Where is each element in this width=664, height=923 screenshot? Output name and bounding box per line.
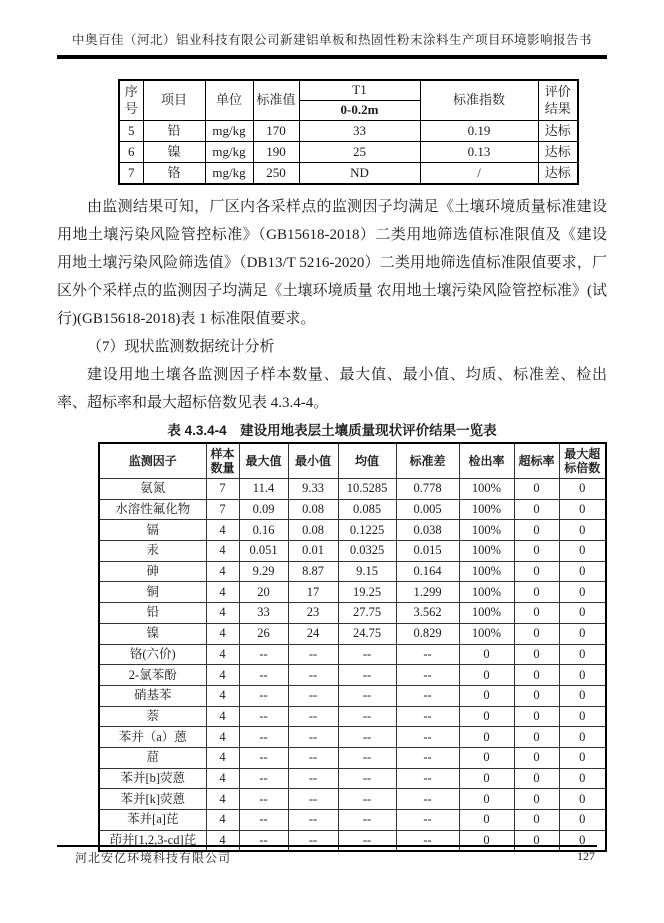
table-cell: 26 — [239, 623, 288, 644]
table-cell: 0 — [559, 582, 606, 603]
table-cell-factor: 铜 — [99, 582, 206, 603]
table-cell: -- — [396, 747, 459, 768]
table-cell: -- — [288, 768, 338, 789]
table-row — [119, 163, 578, 185]
table-cell: 0.08 — [288, 499, 338, 520]
col-header-index: 标准指数 — [420, 80, 538, 121]
soil-standard-evaluation-table — [118, 79, 579, 185]
table-cell: 4 — [206, 810, 239, 831]
table-cell: 达标 — [538, 121, 578, 142]
table-cell: -- — [288, 706, 338, 727]
table-cell: -- — [239, 685, 288, 706]
table-cell-factor: 氨氮 — [99, 479, 206, 500]
table-cell: 0 — [514, 499, 559, 520]
table-cell: 0.08 — [288, 520, 338, 541]
table-cell: 0.01 — [288, 541, 338, 562]
table-cell: -- — [338, 830, 396, 851]
table-cell: 4 — [206, 789, 239, 810]
table-cell: -- — [338, 706, 396, 727]
table-cell: 4 — [206, 603, 239, 624]
table-cell: 0.038 — [396, 520, 459, 541]
table-row — [99, 810, 606, 831]
table-cell: 0.09 — [239, 499, 288, 520]
table-cell: -- — [338, 768, 396, 789]
table-cell: 250 — [253, 163, 299, 185]
table-cell: 4 — [206, 520, 239, 541]
surface-soil-table-header-row — [99, 443, 606, 479]
table-cell: 7 — [119, 163, 143, 185]
table-cell: -- — [288, 830, 338, 851]
table-cell: 1.299 — [396, 582, 459, 603]
table-cell: 0 — [514, 561, 559, 582]
table-cell: -- — [396, 830, 459, 851]
table-cell: -- — [239, 644, 288, 665]
table-cell: 7 — [206, 479, 239, 500]
table-cell: 0 — [459, 665, 514, 686]
table-cell: 0 — [514, 520, 559, 541]
table-cell: 0.051 — [239, 541, 288, 562]
table-cell: 4 — [206, 685, 239, 706]
table-cell: -- — [288, 685, 338, 706]
table-cell: 33 — [299, 121, 420, 142]
table-cell: 4 — [206, 582, 239, 603]
table-cell: -- — [396, 810, 459, 831]
table-cell: 100% — [459, 479, 514, 500]
table-cell: 100% — [459, 623, 514, 644]
table-cell: 镍 — [143, 142, 205, 163]
column-header: 均值 — [338, 443, 396, 479]
table-cell: -- — [288, 789, 338, 810]
table-cell: 0 — [559, 830, 606, 851]
table-cell: 0 — [514, 727, 559, 748]
table-cell-factor: 砷 — [99, 561, 206, 582]
table-cell: 4 — [206, 747, 239, 768]
table-cell: 0.16 — [239, 520, 288, 541]
table-row — [99, 768, 606, 789]
table-cell: 4 — [206, 768, 239, 789]
table-cell: 0 — [459, 747, 514, 768]
header-rule — [57, 55, 607, 59]
table-cell: 0.085 — [338, 499, 396, 520]
table-cell: 达标 — [538, 142, 578, 163]
table-cell: 0 — [559, 727, 606, 748]
column-header: 检出率 — [459, 443, 514, 479]
page-number: 127 — [577, 849, 595, 863]
table-cell: 4 — [206, 706, 239, 727]
table-cell: mg/kg — [205, 121, 253, 142]
table-cell: 0 — [459, 706, 514, 727]
col-header-item: 项目 — [143, 80, 205, 121]
soil-standard-table-body — [119, 121, 578, 185]
table-cell: 0.778 — [396, 479, 459, 500]
column-header: 样本数量 — [206, 443, 239, 479]
table-cell-factor: 镍 — [99, 623, 206, 644]
paragraph-section-heading: （7）现状监测数据统计分析 — [87, 339, 275, 355]
table-cell: 170 — [253, 121, 299, 142]
table-cell: 0 — [459, 830, 514, 851]
table-cell: 0 — [559, 810, 606, 831]
table-cell: 10.5285 — [338, 479, 396, 500]
column-header: 最大值 — [239, 443, 288, 479]
table-cell: -- — [396, 685, 459, 706]
table-cell: 0 — [559, 520, 606, 541]
table-cell: -- — [338, 665, 396, 686]
table-cell: mg/kg — [205, 163, 253, 185]
report-header-title: 中奥百佳（河北）铝业科技有限公司新建铝单板和热固性粉末涂料生产项目环境影响报告书 — [71, 33, 592, 47]
table-cell: 0.005 — [396, 499, 459, 520]
table-cell: 0 — [559, 603, 606, 624]
table-cell: 4 — [206, 665, 239, 686]
table-cell: 4 — [206, 830, 239, 851]
table-cell-factor: 萘 — [99, 706, 206, 727]
table-cell: 0 — [514, 789, 559, 810]
table-cell-factor: 铅 — [99, 603, 206, 624]
table-cell: -- — [396, 665, 459, 686]
table-cell: 4 — [206, 561, 239, 582]
table-cell: 0 — [559, 747, 606, 768]
table-cell: 9.33 — [288, 479, 338, 500]
table-row — [99, 665, 606, 686]
table-cell: 4 — [206, 541, 239, 562]
table-cell-factor: 2-氯苯酚 — [99, 665, 206, 686]
table-cell: 0 — [514, 541, 559, 562]
table-row — [99, 644, 606, 665]
table-cell-factor: 茚并[1,2,3-cd]芘 — [99, 830, 206, 851]
table-cell: 0.19 — [420, 121, 538, 142]
surface-soil-table-body — [99, 479, 606, 852]
table-row — [99, 582, 606, 603]
column-header: 监测因子 — [99, 443, 206, 479]
table-cell: 27.75 — [338, 603, 396, 624]
table-row — [99, 603, 606, 624]
table-cell: -- — [396, 644, 459, 665]
table-cell: 3.562 — [396, 603, 459, 624]
table-cell: 0 — [514, 479, 559, 500]
table-cell: 100% — [459, 541, 514, 562]
page-footer — [57, 845, 597, 866]
table-cell: 0 — [559, 685, 606, 706]
table-row — [99, 499, 606, 520]
table-cell: 24.75 — [338, 623, 396, 644]
table-cell: 0.1225 — [338, 520, 396, 541]
table-cell: -- — [338, 789, 396, 810]
table-cell: 0 — [514, 830, 559, 851]
table-cell: 100% — [459, 499, 514, 520]
column-header: 最大超标倍数 — [559, 443, 606, 479]
col-header-result: 评价结果 — [538, 80, 578, 121]
table-row — [119, 121, 578, 142]
table-row — [99, 685, 606, 706]
table-cell: 0 — [514, 706, 559, 727]
table-cell: 0 — [559, 706, 606, 727]
table-cell: 0.13 — [420, 142, 538, 163]
table-cell: -- — [288, 810, 338, 831]
table-cell: 5 — [119, 121, 143, 142]
table-row — [99, 623, 606, 644]
table-cell: -- — [239, 706, 288, 727]
table-cell: 0 — [514, 623, 559, 644]
table-cell-factor: 䓛 — [99, 747, 206, 768]
table-cell: -- — [338, 644, 396, 665]
table-cell: 4 — [206, 644, 239, 665]
table-cell: -- — [396, 727, 459, 748]
table-cell: 25 — [299, 142, 420, 163]
table-cell: 24 — [288, 623, 338, 644]
table-cell: -- — [239, 768, 288, 789]
table-cell-factor: 铬(六价) — [99, 644, 206, 665]
table-cell: 0 — [459, 685, 514, 706]
table-cell: 0 — [514, 665, 559, 686]
table-row — [99, 727, 606, 748]
table-cell-factor: 水溶性氟化物 — [99, 499, 206, 520]
table-cell: -- — [239, 789, 288, 810]
table-cell: 0 — [514, 747, 559, 768]
table-cell: 0 — [514, 810, 559, 831]
table-cell: 0 — [559, 479, 606, 500]
table-cell: -- — [338, 727, 396, 748]
table-cell: -- — [239, 830, 288, 851]
col-header-seq: 序号 — [119, 80, 143, 121]
table-row — [119, 142, 578, 163]
table-cell: 0.015 — [396, 541, 459, 562]
table-cell-factor: 汞 — [99, 541, 206, 562]
table-cell: 0 — [559, 789, 606, 810]
table-caption: 表 4.3.4-4 建设用地表层土壤质量现状评价结果一览表 — [167, 423, 497, 438]
table-cell: 4 — [206, 623, 239, 644]
col-header-unit: 单位 — [205, 80, 253, 121]
column-header: 最小值 — [288, 443, 338, 479]
table-cell: 0.0325 — [338, 541, 396, 562]
table-cell: 0 — [459, 727, 514, 748]
table-cell: 100% — [459, 561, 514, 582]
table-cell: ND — [299, 163, 420, 185]
table-cell-factor: 镉 — [99, 520, 206, 541]
table-cell: 20 — [239, 582, 288, 603]
table-row — [99, 706, 606, 727]
table-cell: 0 — [459, 789, 514, 810]
table-cell: -- — [239, 727, 288, 748]
table-cell: 0 — [514, 685, 559, 706]
surface-soil-quality-table — [98, 442, 607, 852]
paragraph-statistics-intro: 建设用地土壤各监测因子样本数量、最大值、最小值、均质、标准差、检出率、超标率和最大超标倍数见表 4.3.4-4。 — [57, 367, 607, 411]
table-cell: 17 — [288, 582, 338, 603]
col-header-t1: T1 — [299, 80, 420, 101]
paragraph-monitoring-result: 由监测结果可知，厂区内各采样点的监测因子均满足《土壤环境质量标准建设用地土壤污染风险管控标准》（GB15618-2018）二类用地筛选值标准限值及《建设用地土壤污染风险筛选值》（DB13/T 5216-2020）二类用地筛选值标准限值要求，厂区外个采样点的监测因子均满足《土壤环境质量 农用地土壤污染风险管控标准》(试行)(GB15618-2018)表 1 标准限值要求。 — [57, 199, 607, 327]
table-cell: 0 — [459, 768, 514, 789]
table-cell-factor: 苯并[b]荧蒽 — [99, 768, 206, 789]
table-cell: 19.25 — [338, 582, 396, 603]
table-cell: -- — [338, 685, 396, 706]
table-cell: 0.164 — [396, 561, 459, 582]
table-cell: 0 — [559, 561, 606, 582]
table-cell: 达标 — [538, 163, 578, 185]
table-row — [99, 520, 606, 541]
table-cell: 23 — [288, 603, 338, 624]
table-cell: 33 — [239, 603, 288, 624]
table-cell: -- — [288, 665, 338, 686]
table-cell: -- — [288, 644, 338, 665]
table-cell: 0.829 — [396, 623, 459, 644]
table-cell: 0 — [514, 603, 559, 624]
table-cell: -- — [396, 768, 459, 789]
table-cell: 0 — [459, 810, 514, 831]
table-cell: -- — [288, 747, 338, 768]
table-cell: 8.87 — [288, 561, 338, 582]
col-header-standard: 标准值 — [253, 80, 299, 121]
table-cell: 7 — [206, 499, 239, 520]
footer-rule — [57, 845, 597, 847]
table-cell: 0 — [514, 582, 559, 603]
table-cell: 100% — [459, 520, 514, 541]
table-row — [99, 479, 606, 500]
table-row — [99, 541, 606, 562]
table-cell: -- — [239, 665, 288, 686]
table-cell: 0 — [559, 768, 606, 789]
table-cell: 190 — [253, 142, 299, 163]
table-cell: -- — [239, 810, 288, 831]
column-header: 超标率 — [514, 443, 559, 479]
table-cell: 0 — [559, 644, 606, 665]
table-cell-factor: 苯并[k]荧蒽 — [99, 789, 206, 810]
table-cell: 9.15 — [338, 561, 396, 582]
table-cell: 9.29 — [239, 561, 288, 582]
table-row — [99, 747, 606, 768]
col-header-depth: 0-0.2m — [299, 101, 420, 121]
table-cell: 0 — [559, 665, 606, 686]
table-cell: 铬 — [143, 163, 205, 185]
table-cell: -- — [396, 789, 459, 810]
table-cell: mg/kg — [205, 142, 253, 163]
table-cell: / — [420, 163, 538, 185]
table-cell: 11.4 — [239, 479, 288, 500]
table-cell: -- — [288, 727, 338, 748]
table-cell: -- — [239, 747, 288, 768]
table-row — [99, 561, 606, 582]
table-cell: 100% — [459, 582, 514, 603]
footer-company-name: 河北安亿环境科技有限公司 — [75, 851, 232, 865]
table-cell: 铅 — [143, 121, 205, 142]
table-cell: 0 — [459, 644, 514, 665]
table-cell-factor: 苯并[a]芘 — [99, 810, 206, 831]
table-cell: -- — [396, 706, 459, 727]
table-cell-factor: 硝基苯 — [99, 685, 206, 706]
table-row — [99, 789, 606, 810]
table-cell: -- — [338, 810, 396, 831]
table-cell: 6 — [119, 142, 143, 163]
table-cell: 0 — [514, 644, 559, 665]
table-cell: 0 — [559, 541, 606, 562]
table-cell: 100% — [459, 603, 514, 624]
table-cell: -- — [338, 747, 396, 768]
table-cell-factor: 苯并（a）蒽 — [99, 727, 206, 748]
table-cell: 0 — [559, 499, 606, 520]
table-cell: 0 — [514, 768, 559, 789]
table-cell: 0 — [559, 623, 606, 644]
table-cell: 4 — [206, 727, 239, 748]
column-header: 标准差 — [396, 443, 459, 479]
